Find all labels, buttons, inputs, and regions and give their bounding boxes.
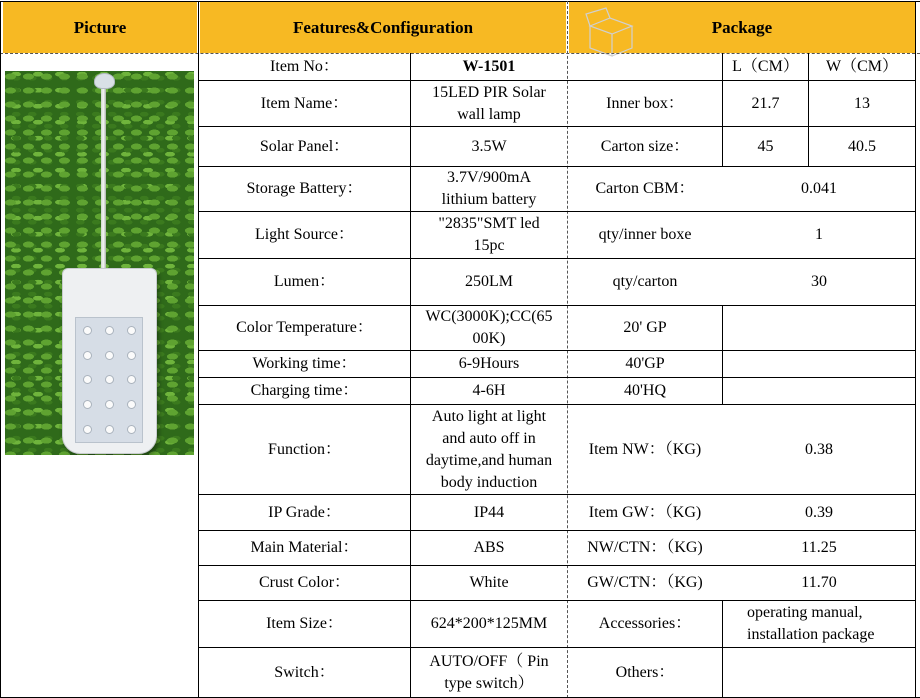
product-photo	[5, 71, 194, 455]
header-features	[200, 2, 566, 53]
feature-label: Item No：	[270, 58, 339, 75]
feature-value: ABS	[473, 539, 505, 556]
lamp-pole	[101, 79, 106, 275]
feature-label: Working time：	[252, 355, 357, 372]
feature-value: 15LED PIR Solar wall lamp	[432, 83, 546, 123]
package-value: operating manual, installation package	[747, 604, 875, 643]
package-label: 40'HQ	[624, 382, 666, 399]
package-label: Carton CBM：	[595, 180, 695, 197]
package-value: 45	[757, 137, 774, 155]
feature-value: White	[469, 574, 509, 591]
feature-label: Crust Color：	[258, 574, 351, 591]
feature-label: Color Temperature：	[236, 319, 373, 336]
package-value: 0.39	[805, 503, 833, 521]
border-top	[0, 1, 920, 2]
led-icon	[83, 351, 92, 360]
feature-label: Function：	[268, 440, 341, 458]
feature-value: 3.5W	[471, 137, 507, 155]
feature-value: 4-6H	[472, 382, 506, 399]
package-label: Item NW：（KG)	[588, 440, 702, 458]
lamp-body	[62, 268, 157, 454]
feature-value: Auto light at light and auto off in daytime,and human body induction	[425, 407, 553, 491]
package-label: 40'GP	[625, 355, 665, 372]
feature-label: Light Source：	[254, 226, 355, 243]
led-icon	[105, 375, 114, 384]
item-number: W-1501	[462, 58, 516, 75]
package-value	[723, 648, 915, 697]
led-icon	[105, 351, 114, 360]
led-icon	[105, 425, 114, 434]
feature-label: Item Size：	[266, 615, 343, 632]
package-label: Inner box：	[606, 94, 684, 112]
package-label: qty/inner boxe	[598, 226, 692, 243]
header-picture	[3, 2, 197, 53]
led-icon	[83, 400, 92, 409]
package-value: 40.5	[848, 137, 876, 155]
feature-label: Item Name：	[260, 94, 349, 112]
led-icon	[127, 400, 136, 409]
led-icon	[105, 400, 114, 409]
package-value: 21.7	[751, 94, 780, 112]
box-icon	[584, 6, 638, 60]
feature-label: Lumen：	[273, 273, 336, 290]
package-value: 30	[811, 273, 827, 290]
feature-value: WC(3000K);CC(65 00K)	[425, 308, 553, 347]
led-icon	[127, 425, 136, 434]
feature-label: Charging time：	[250, 382, 359, 399]
header-package-label: Package	[711, 17, 773, 37]
package-value	[723, 306, 915, 350]
led-icon	[127, 375, 136, 384]
feature-value: 3.7V/900mA lithium battery	[441, 169, 537, 208]
package-label: 20' GP	[623, 319, 667, 336]
led-icon	[83, 375, 92, 384]
package-col-w: W（CM）	[825, 58, 898, 75]
border-left	[0, 1, 1, 698]
feature-label: IP Grade：	[268, 503, 341, 521]
package-label: Item GW：（KG)	[588, 503, 702, 521]
feature-label: Switch：	[274, 663, 335, 681]
package-value: 0.041	[801, 180, 837, 197]
package-col-l: L（CM）	[732, 58, 799, 75]
package-value	[723, 378, 915, 404]
feature-value: 250LM	[465, 273, 513, 290]
led-icon	[105, 326, 114, 335]
header-picture-label: Picture	[73, 17, 127, 37]
feature-value: 624*200*125MM	[430, 615, 548, 632]
package-value: 1	[815, 226, 823, 243]
led-icon	[83, 425, 92, 434]
package-value: 13	[854, 94, 870, 112]
package-label: GW/CTN：（KG)	[587, 574, 703, 591]
led-panel	[75, 317, 143, 443]
package-value: 11.70	[801, 574, 837, 591]
package-value	[723, 351, 915, 377]
header-features-label: Features&Configuration	[292, 17, 474, 37]
package-label: qty/carton	[612, 273, 678, 290]
led-icon	[83, 326, 92, 335]
feature-label: Solar Panel：	[259, 137, 350, 155]
package-label: Carton size：	[600, 137, 690, 155]
package-label: NW/CTN：（KG)	[587, 539, 703, 556]
package-value: 0.38	[805, 440, 833, 458]
feature-value: IP44	[473, 503, 505, 521]
package-label: Others：	[615, 663, 675, 681]
lamp-cap	[94, 73, 115, 89]
feature-value: 6-9Hours	[458, 355, 520, 372]
feature-label: Storage Battery：	[246, 180, 363, 197]
feature-value: AUTO/OFF（ Pin type switch）	[429, 652, 549, 692]
led-icon	[127, 326, 136, 335]
feature-value: "2835"SMT led 15pc	[438, 215, 540, 254]
package-label: Accessories：	[598, 615, 692, 632]
feature-label: Main Material：	[250, 539, 359, 556]
package-value: 11.25	[801, 539, 837, 556]
led-icon	[127, 351, 136, 360]
